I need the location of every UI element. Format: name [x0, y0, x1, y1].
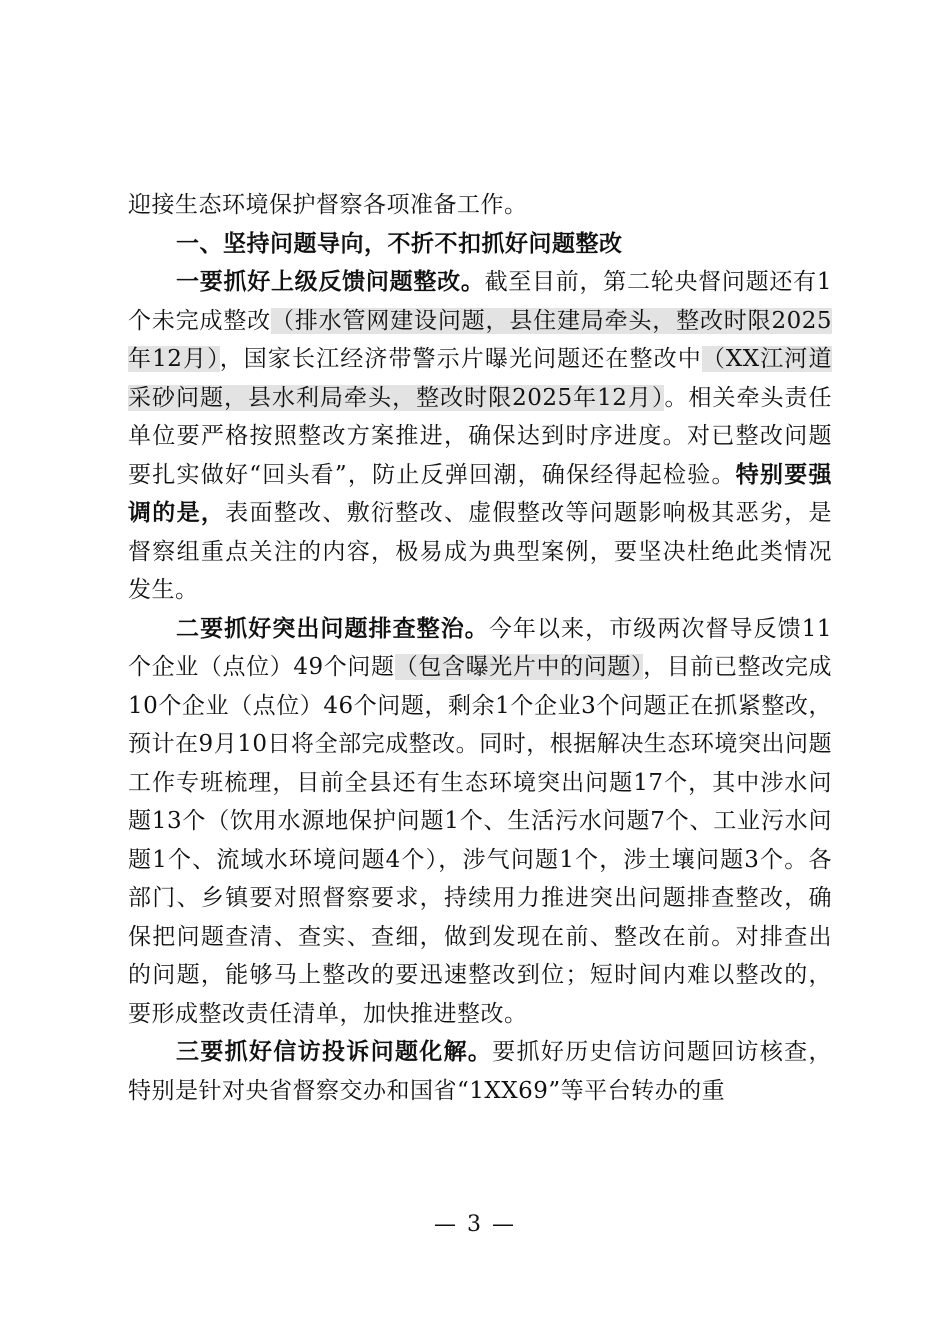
document-body [128, 186, 832, 1110]
page-number: — 3 — [434, 1212, 516, 1237]
highlighted-text: （包含曝光片中的问题） [394, 654, 644, 680]
paragraph-lead: 一要抓好上级反馈问题整改。 [176, 268, 485, 295]
paragraph-lead: 三要抓好信访投诉问题化解。 [176, 1038, 493, 1065]
paragraph-lead: 二要抓好突出问题排查整治。 [176, 614, 489, 642]
paragraph-feedback-rectification: 一要抓好上级反馈问题整改。截至目前，第二轮央督问题还有1个未完成整改（排水管网建设问题，县住建局牵头，整改时限2025年12月），国家长江经济带警示片曝光问题还在整改中（XX江河道采砂问题，县水利局牵头，整改时限2025年12月）。相关牵头责任单位要严格按照整改方案推进，确保达到时序进度。对已整改问题要扎实做好“回头看”，防止反弹回潮，确保经得起检验。特别要强调的是，表面整改、敷衍整改、虚假整改等问题影响极其恶劣，是督察组重点关注的内容，极易成为典型案例，要坚决杜绝此类情况发生。 [128, 268, 833, 603]
highlighted-text: （排水管网建设问题，县住建局牵头，整改时限2025年12月） [128, 307, 832, 372]
paragraph-intro: 迎接生态环境保护督察各项准备工作。 [128, 192, 528, 218]
highlighted-text: （XX江河道采砂问题，县水利局牵头，整改时限2025年12月） [128, 346, 833, 411]
paragraph-prominent-issues: 二要抓好突出问题排查整治。今年以来，市级两次督导反馈11个企业（点位）49个问题（包含曝光片中的问题），目前已整改完成10个企业（点位）46个问题，剩余1个企业3个问题正在抓紧整改，预计在9月10日将全部完成整改。同时，根据解决生态环境突出问题工作专班梳理，目前全县还有生态环境突出问题17个，其中涉水问题13个（饮用水源地保护问题1个、生活污水问题7个、工业污水问题1个、流域水环境问题4个），涉气问题1个，涉土壤问题3个。各部门、乡镇要对照督察要求，持续用力推进突出问题排查整改，确保把问题查清、查实、查细，做到发现在前、整改在前。对排查出的问题，能够马上整改的要迅速整改到位；短时间内难以整改的，要形成整改责任清单，加快推进整改。 [128, 614, 833, 1027]
paragraph-petition-issues: 三要抓好信访投诉问题化解。要抓好历史信访问题回访核查，特别是针对央省督察交办和国省“1XX69”等平台转办的重 [128, 1038, 833, 1104]
section-heading: 一、坚持问题导向，不折不扣抓好问题整改 [176, 230, 623, 257]
emphasis-text: 特别要强调的是， [128, 460, 832, 526]
